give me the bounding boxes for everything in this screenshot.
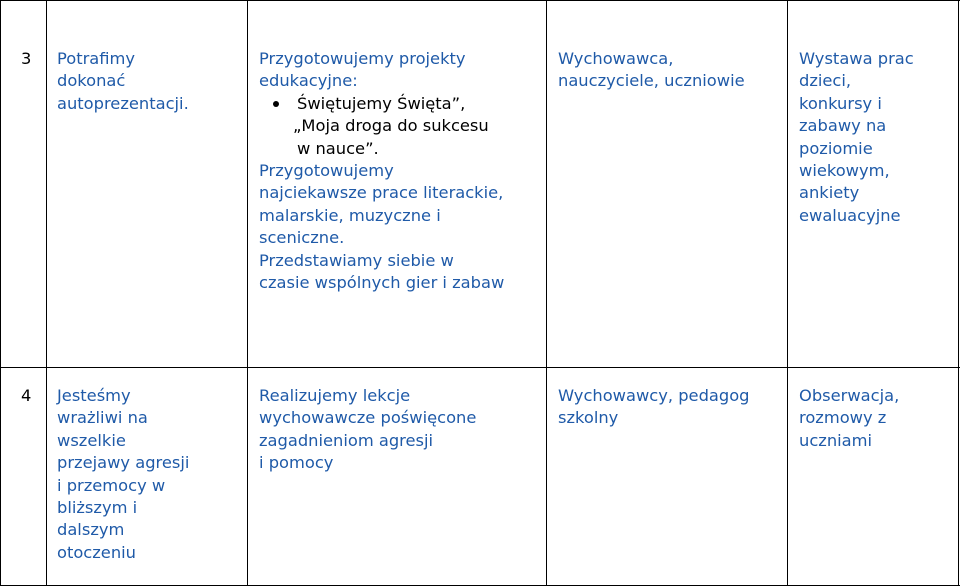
activities-text: wychowawcze poświęcone xyxy=(259,408,477,428)
evaluation-cell xyxy=(799,385,899,452)
goal-cell xyxy=(57,48,189,115)
goal-text: wrażliwi na xyxy=(57,408,148,428)
evaluation-text: rozmowy z xyxy=(799,408,887,428)
goal-text: wszelkie xyxy=(57,430,126,450)
activities-text: sceniczne. xyxy=(259,228,345,248)
column-divider xyxy=(787,0,788,586)
goal-text: autoprezentacji. xyxy=(57,93,189,113)
goal-text: dokonać xyxy=(57,71,126,91)
activities-cell xyxy=(259,48,504,294)
column-divider xyxy=(546,0,547,586)
goal-text: Potrafimy xyxy=(57,49,136,68)
evaluation-text: wiekowym, xyxy=(799,161,890,181)
goal-text: otoczeniu xyxy=(57,542,136,562)
activities-text: czasie wspólnych gier i zabaw xyxy=(259,273,505,293)
evaluation-text: konkursy i xyxy=(799,93,882,113)
row-number xyxy=(21,385,31,407)
activities-text: malarskie, muzyczne i xyxy=(259,205,441,225)
activities-bullet-list xyxy=(297,93,504,115)
table-border-left xyxy=(0,0,1,586)
activities-intro-text: edukacyjne: xyxy=(259,71,358,91)
row-number-text: 4 xyxy=(21,386,32,405)
table-border-bottom xyxy=(0,585,960,586)
responsible-text: Wychowawca, xyxy=(558,49,674,68)
bullet-icon xyxy=(273,101,279,107)
responsible-text: szkolny xyxy=(558,408,619,428)
goal-text: Jesteśmy xyxy=(57,386,131,405)
activities-intro-text: Przygotowujemy projekty xyxy=(259,49,466,68)
evaluation-text: ewaluacyjne xyxy=(799,205,901,225)
activities-text: Realizujemy lekcje xyxy=(259,386,411,405)
activities-text: i pomocy xyxy=(259,453,334,473)
activities-text: najciekawsze prace literackie, xyxy=(259,183,504,203)
bullet-text: „Moja droga do sukcesu xyxy=(293,116,489,136)
responsible-cell xyxy=(558,385,750,430)
activities-text: Przedstawiamy siebie w xyxy=(259,250,454,270)
column-divider xyxy=(247,0,248,586)
evaluation-text: poziomie xyxy=(799,138,873,158)
evaluation-text: Obserwacja, xyxy=(799,386,900,405)
goal-text: bliższym i xyxy=(57,498,138,518)
evaluation-text: ankiety xyxy=(799,183,860,203)
activities-cell xyxy=(259,385,476,475)
evaluation-text: uczniami xyxy=(799,430,873,450)
responsible-text: Wychowawcy, pedagog xyxy=(558,386,750,405)
table-border-top xyxy=(0,0,960,1)
bullet-text: w nauce”. xyxy=(297,138,379,158)
goal-text: dalszym xyxy=(57,520,125,540)
evaluation-text: zabawy na xyxy=(799,116,887,136)
activities-text: Przygotowujemy xyxy=(259,161,394,181)
bullet-continuation xyxy=(293,115,504,160)
goal-text: przejawy agresji xyxy=(57,453,190,473)
responsible-text: nauczyciele, uczniowie xyxy=(558,71,745,91)
table-border-right xyxy=(958,0,959,586)
row-number xyxy=(21,48,31,70)
list-item xyxy=(297,93,504,115)
row-divider xyxy=(0,367,960,368)
responsible-cell xyxy=(558,48,745,93)
evaluation-text: Wystawa prac xyxy=(799,49,914,68)
activities-rest xyxy=(259,160,504,294)
row-number-text: 3 xyxy=(21,49,32,68)
goal-text: i przemocy w xyxy=(57,475,166,495)
bullet-text: Świętujemy Święta”, xyxy=(297,93,466,113)
activities-text: zagadnieniom agresji xyxy=(259,430,434,450)
evaluation-text: dzieci, xyxy=(799,71,852,91)
evaluation-cell xyxy=(799,48,914,227)
column-divider xyxy=(46,0,47,586)
goal-cell xyxy=(57,385,189,564)
